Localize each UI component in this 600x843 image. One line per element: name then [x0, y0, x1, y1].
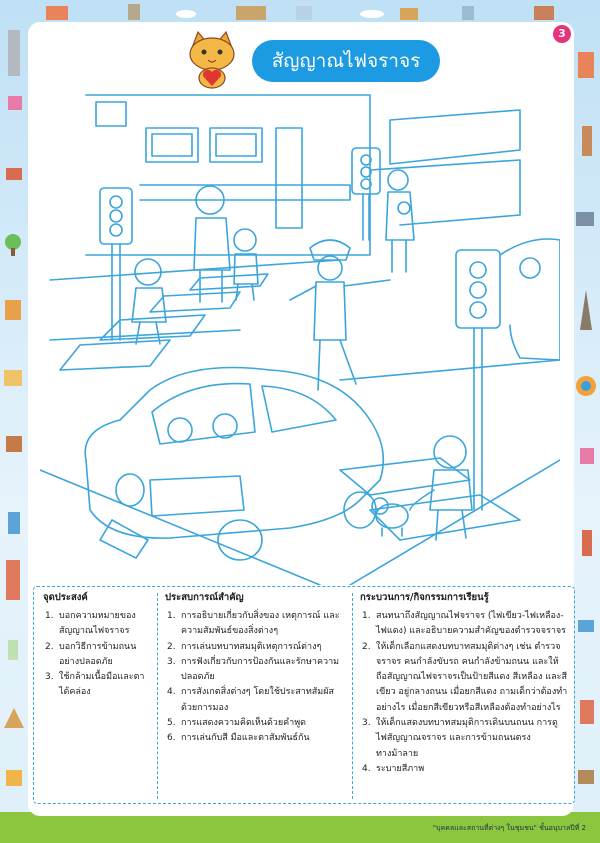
list-item: 3. ใช้กล้ามเนื้อมือและตาได้คล่อง: [45, 672, 145, 698]
objectives-column: [43, 587, 151, 701]
list-item: 3. การฟังเกี่ยวกับการป้องกันและรักษาความปลอดภัย: [167, 656, 340, 683]
key-experiences-column: [165, 587, 345, 747]
traffic-light-middle: [352, 148, 380, 240]
list-item: 4. ระบายสีภาพ: [362, 763, 425, 774]
objectives-list: [43, 609, 151, 701]
car-right-partial: [500, 239, 560, 360]
list-item: 3. ให้เด็กแสดงบทบาทสมมุติการเดินบนถนน การดูไฟสัญญาณจราจร และการข้ามถนนตรงทางม้าลาย: [362, 718, 558, 759]
list-item: 6. การเล่นกับสี มือและตาสัมพันธ์กัน: [167, 733, 310, 744]
activities-list: [360, 609, 568, 777]
background-buildings: [86, 95, 520, 255]
column-divider: [352, 593, 353, 799]
list-item: 5. การแสดงความคิดเห็นด้วยคำพูด: [167, 718, 306, 729]
mother-and-baby: [386, 170, 414, 272]
activities-column: [360, 587, 568, 777]
list-item: 2. บอกวิธีการข้ามถนนอย่างปลอดภัย: [45, 641, 137, 667]
grandpa-and-child: [194, 186, 258, 302]
objectives-heading: จุดประสงค์: [43, 592, 88, 603]
list-item: 2. ให้เด็กเลือกแสดงบทบาทสมมุติต่างๆ เช่น ตำรวจจราจร คนกำลังขับรถ คนกำลังข้ามถนน และให้ถือสัญญาณไฟจราจรเป็นป้ายสีแดง สีเหลือง และสีเขียว อยู่กลางถนน เมื่อยกสีแดง ถามเด็กว่าต้องทำอย่างไร เมื่อยกสีเขียวหรือสีเหลืองต้องทำอย่างไร: [362, 641, 568, 713]
activities-heading: กระบวนการ/กิจกรรมการเรียนรู้: [360, 592, 489, 603]
footer-caption: "บุคคลและสถานที่ต่างๆ ในชุมชน" ชั้นอนุบาลปีที่ 2: [432, 824, 586, 832]
traffic-light-right: [456, 250, 500, 510]
key-experiences-heading: ประสบการณ์สำคัญ: [165, 592, 244, 603]
girl-with-backpack: [132, 259, 166, 344]
traffic-light-left: [100, 188, 132, 340]
right-doodles: [576, 52, 596, 784]
page-title: สัญญาณไฟจราจร: [252, 40, 440, 82]
traffic-scene-illustration: [40, 40, 560, 585]
list-item: 1. สนทนาถึงสัญญาณไฟจราจร (ไฟเขียว-ไฟเหลือง-ไฟแดง) และอธิบายความสำคัญของตำรวจจราจร: [362, 611, 566, 637]
top-doodles: [46, 4, 554, 20]
page-number-badge: 3: [553, 25, 571, 43]
column-divider: [157, 593, 158, 799]
lesson-info-box: [33, 586, 575, 804]
list-item: 2. การเล่นบทบาทสมมุติเหตุการณ์ต่างๆ: [167, 641, 322, 652]
left-doodles: [4, 30, 24, 786]
list-item: 1. การอธิบายเกี่ยวกับสิ่งของ เหตุการณ์ และความสัมพันธ์ของสิ่งต่างๆ: [167, 611, 340, 637]
list-item: 4. การสังเกตสิ่งต่างๆ โดยใช้ประสาทสัมผัสด้วยการมอง: [167, 687, 334, 713]
list-item: 1. บอกความหมายของสัญญาณไฟจราจร: [45, 611, 136, 637]
car-with-children: [85, 368, 383, 561]
key-experiences-list: [165, 609, 345, 747]
